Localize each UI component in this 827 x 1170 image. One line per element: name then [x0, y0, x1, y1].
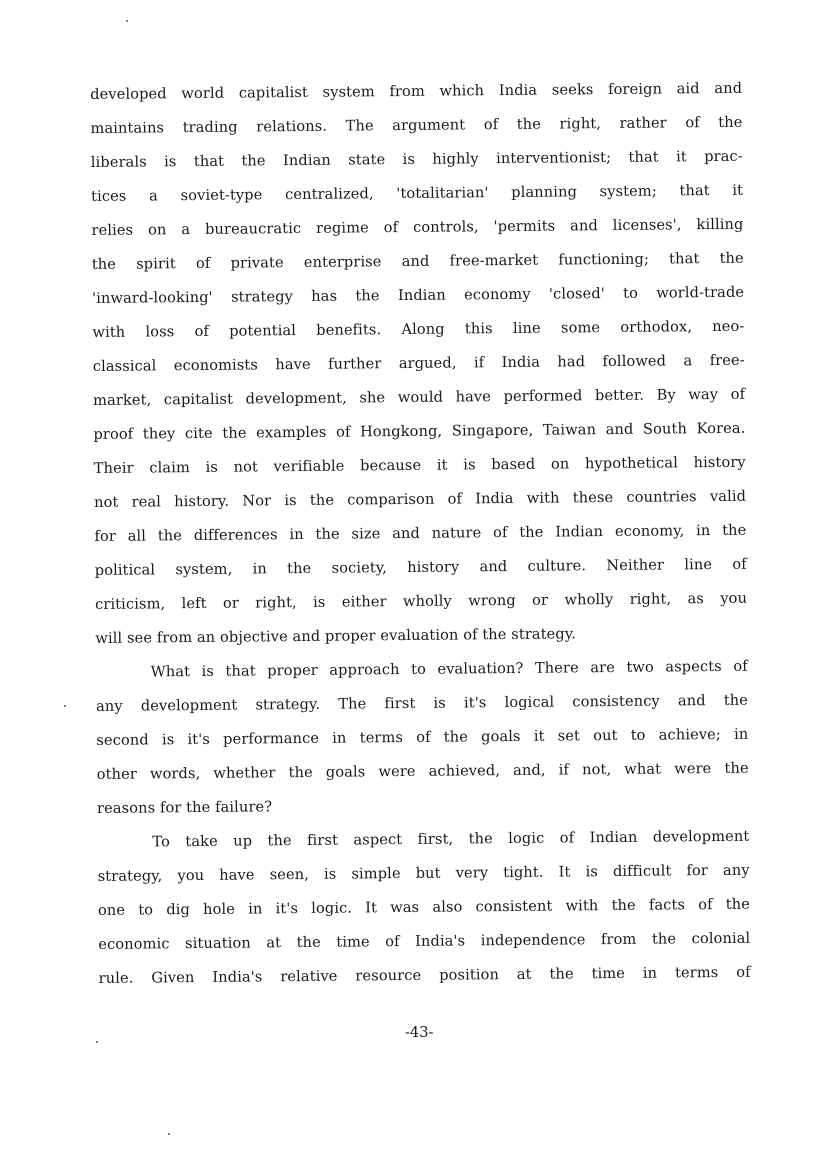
text-line: What is that proper approach to evaluation? There are two aspects of [150, 657, 748, 681]
text-line: one to dig hole in it's logic. It was also consistent with the facts of the [97, 895, 751, 919]
text-line: relies on a bureaucratic regime of controls, 'permits and licenses', killing [91, 215, 744, 239]
text-line: rule. Given India's relative resource position at the time in terms of [98, 963, 751, 987]
text-line: Their claim is not verifiable because it is based on hypothetical history [93, 453, 746, 477]
text-line: reasons for the failure? [96, 798, 273, 817]
scan-speck [96, 1041, 98, 1043]
text-line: criticism, left or right, is either wholly wrong or wholly right, as you [94, 589, 748, 613]
scan-speck [168, 1133, 170, 1135]
text-line: classical economists have further argued, if India had followed a free- [92, 351, 745, 375]
text-line: economic situation at the time of India's independence from the colonial [98, 929, 751, 953]
text-line: with loss of potential benefits. Along this line some orthodox, neo- [92, 317, 745, 341]
text-line: maintains trading relations. The argument of the right, rather of the [90, 113, 743, 137]
body-text [90, 72, 751, 996]
text-line: liberals is that the Indian state is highly interventionist; that it prac- [90, 147, 743, 171]
text-line: tices a soviet-type centralized, 'totalitarian' planning system; that it [91, 181, 744, 205]
text-line: second is it's performance in terms of the goals it set out to achieve; in [96, 725, 749, 749]
text-line: 'inward-looking' strategy has the Indian economy 'closed' to world-trade [92, 283, 745, 307]
text-line: developed world capitalist system from which India seeks foreign aid and [90, 79, 743, 103]
text-line: the spirit of private enterprise and free-market functioning; that the [91, 249, 744, 273]
text-line: other words, whether the goals were achieved, and, if not, what were the [96, 759, 749, 783]
text-line: strategy, you have seen, is simple but very tight. It is difficult for any [97, 861, 750, 885]
text-line: will see from an objective and proper evaluation of the strategy. [95, 625, 577, 647]
text-line: political system, in the society, history and culture. Neither line of [94, 555, 747, 579]
page-number: -43- [405, 1024, 434, 1041]
text-line: To take up the first aspect first, the logic of Indian development [152, 827, 750, 851]
text-line: any development strategy. The first is it's logical consistency and the [95, 691, 749, 715]
text-line: proof they cite the examples of Hongkong, Singapore, Taiwan and South Korea. [93, 419, 746, 443]
scan-speck [64, 705, 66, 707]
text-line: for all the differences in the size and nature of the Indian economy, in the [94, 521, 747, 545]
text-line: market, capitalist development, she would have performed better. By way of [93, 385, 746, 409]
scan-speck [126, 20, 128, 22]
text-line: not real history. Nor is the comparison of India with these countries valid [93, 487, 747, 511]
